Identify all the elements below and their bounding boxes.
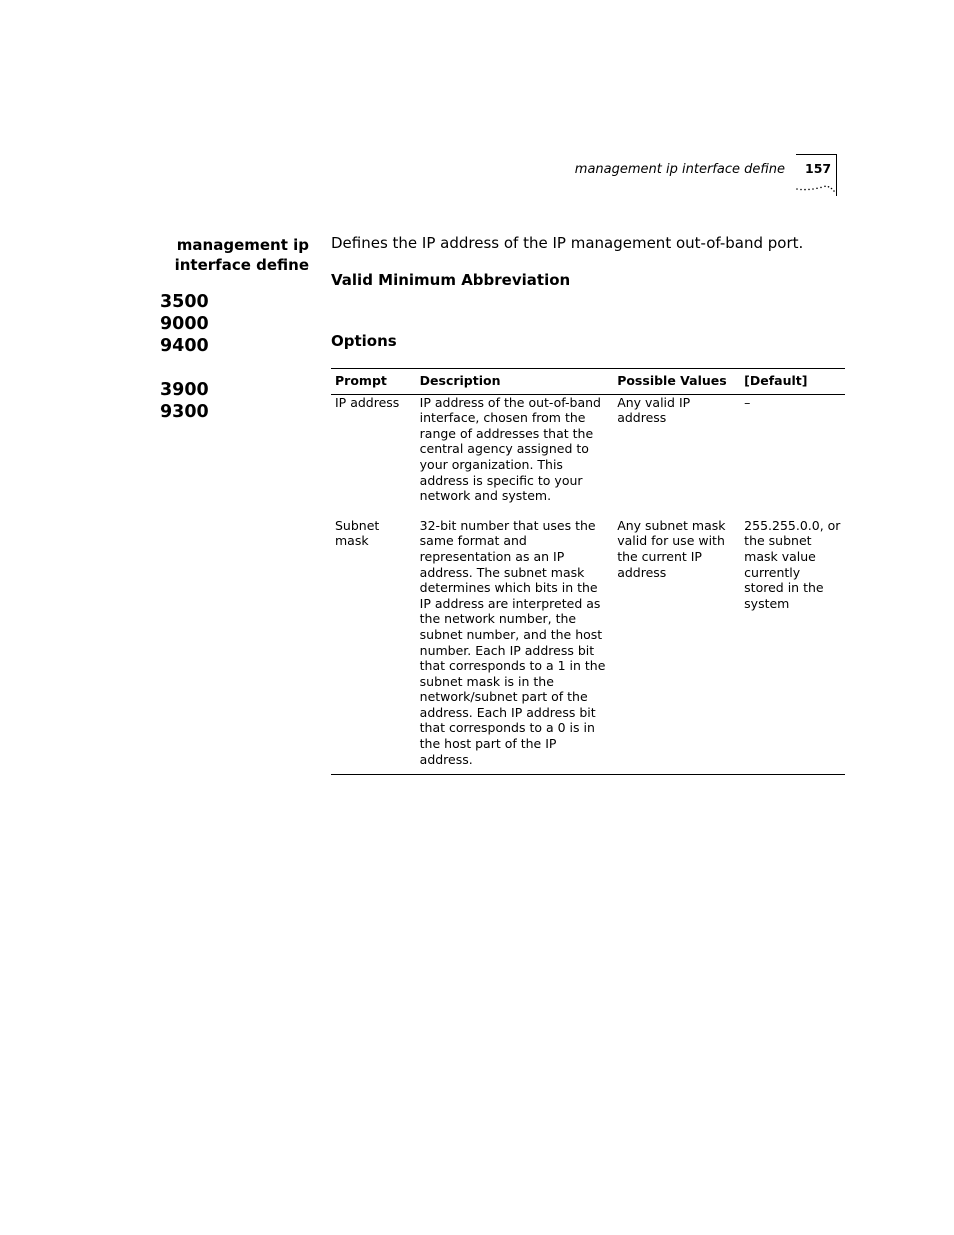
platform-number: 9000 — [160, 314, 209, 334]
cell-values: Any subnet mask valid for use with the current IP address — [613, 511, 740, 775]
column-header-prompt: Prompt — [331, 369, 416, 395]
options-table — [331, 368, 845, 775]
options-heading: Options — [331, 332, 397, 350]
platform-number: 9300 — [160, 402, 209, 422]
section-title-line1: management ip — [176, 236, 309, 254]
page-number: 157 — [805, 161, 832, 176]
platform-list-1 — [160, 291, 209, 357]
table-row — [331, 394, 845, 511]
intro-text: Defines the IP address of the IP management out-of-band port. — [331, 234, 804, 252]
platform-number: 9400 — [160, 336, 209, 356]
cell-description: IP address of the out-of-band interface, chosen from the range of addresses that the central agency assigned to your organization. This address is specific to your network and system. — [419, 394, 601, 504]
cell-default: – — [744, 394, 751, 410]
cell-values: Any valid IP address — [617, 394, 691, 426]
column-header-description: Description — [416, 369, 614, 395]
column-header-default: [Default] — [740, 369, 845, 395]
cell-description: 32-bit number that uses the same format and representation as an IP address. The subnet mask determines which bits in the IP address are interpreted as the network number, the subnet number, and the host number. Each IP address bit that corresponds to a 1 in the subnet mask is in the network/subnet part of the address. Each IP address bit that corresponds to a 0 is in the host part of the IP address. — [416, 511, 614, 775]
table-header-row — [331, 369, 845, 395]
section-title — [175, 235, 309, 275]
cell-prompt: IP address — [335, 394, 400, 410]
platform-list-2 — [160, 379, 209, 423]
platform-number: 3500 — [160, 292, 209, 312]
decorative-dots — [796, 180, 836, 194]
table-row — [331, 511, 845, 775]
platform-number: 3900 — [160, 380, 209, 400]
column-header-possible-values: Possible Values — [613, 369, 740, 395]
cell-prompt: Subnet mask — [331, 511, 416, 775]
running-title: management ip interface define — [574, 162, 785, 177]
cell-default: 255.255.0.0, or the subnet mask value currently stored in the system — [740, 511, 845, 775]
section-title-line2: interface define — [174, 256, 309, 274]
valid-min-abbrev-heading: Valid Minimum Abbreviation — [331, 271, 571, 289]
